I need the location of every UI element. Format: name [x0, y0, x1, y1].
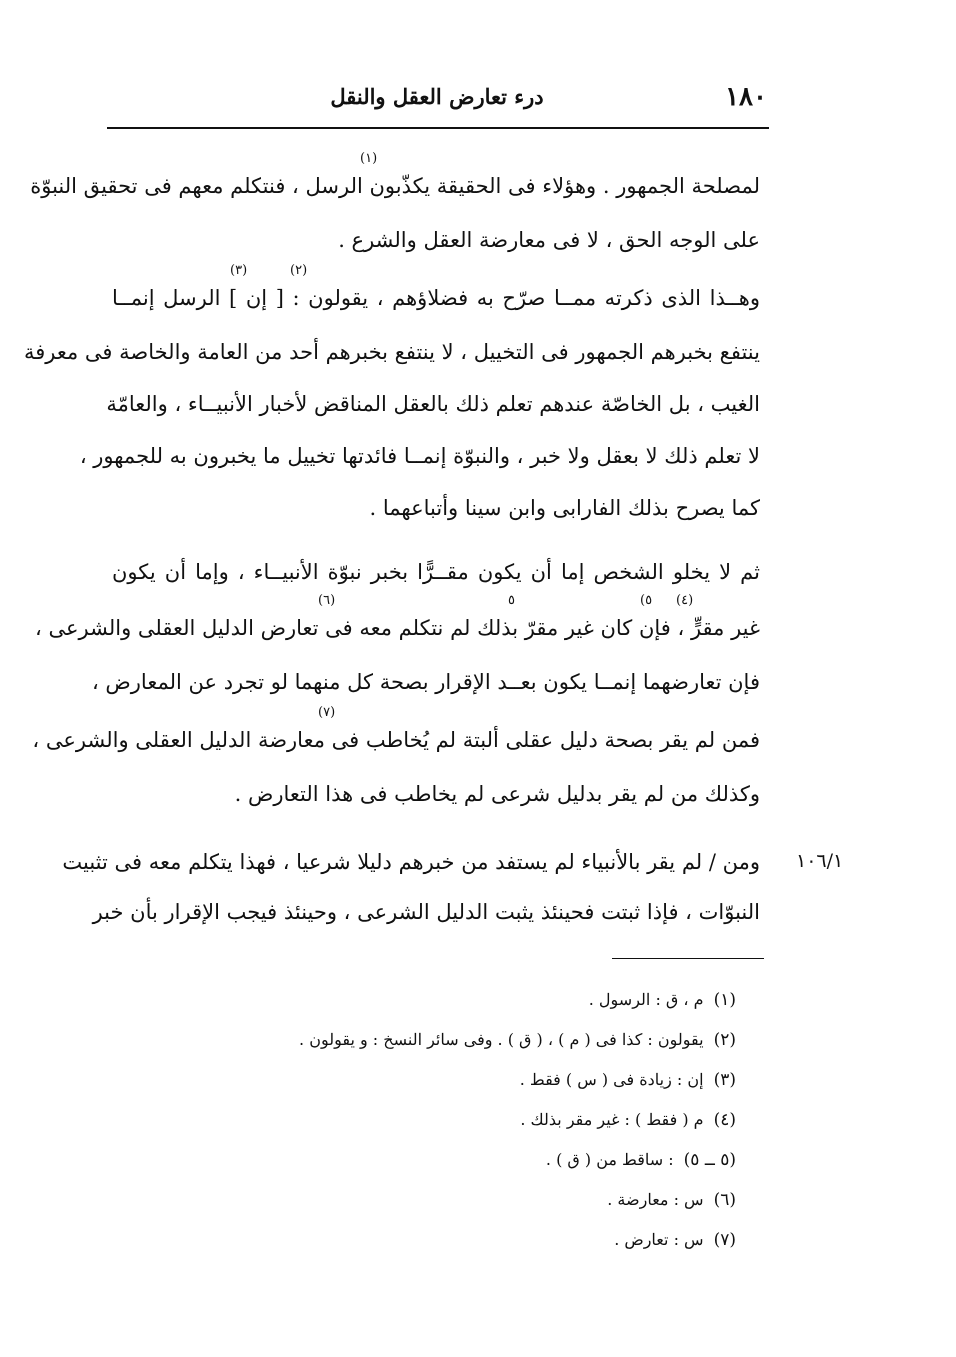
text-line: لمصلحة الجمهور . وهؤلاء فى الحقيقة يكذّبون الرسل ، فنتكلم معهم فى تحقيق النبوّة	[30, 174, 760, 198]
footnote-rule	[612, 958, 764, 959]
footnote-text: س : معارضة .	[607, 1190, 704, 1209]
text-line: غير مقرٍّ ، فإن كان غير مقرّ بذلك لم نتكلم معه فى تعارض الدليل العقلى والشرعى ،	[35, 616, 760, 640]
text-line: ومن / لم يقر بالأنبياء لم يستفد من خبرهم دليلا شرعيا ، فهذا يتكلم معه فى تثبيت	[62, 850, 760, 874]
footnote-text: : ساقط من ( ق ) .	[545, 1150, 674, 1169]
text-line: النبوّات ، فإذا ثبتت فحينئذ يثبت الدليل الشرعى ، وحينئذ فيجب الإقرار بأن خبر	[92, 900, 760, 924]
footnote	[200, 1220, 736, 1260]
footnote	[200, 1060, 736, 1100]
note-mark: (٥	[640, 593, 653, 608]
footnote-text: يقولون : كذا فى ( م ) ، ( ق ) . وفى سائر النسخ : و يقولون .	[299, 1030, 704, 1049]
page-number: ١٨٠	[725, 82, 767, 112]
text-line: لا تعلم ذلك لا بعقل ولا خبر ، والنبوّة إنمــا فائدتها تخييل ما يخبرون به للجمهور ،	[79, 444, 760, 468]
footnote-number: (٥ ــ ٥)	[683, 1150, 736, 1170]
footnote-number: (٢)	[713, 1030, 736, 1050]
footnote-number: (٦)	[713, 1190, 736, 1210]
footnote	[200, 1140, 736, 1180]
footnote	[200, 1180, 736, 1220]
note-mark: (٦)	[318, 593, 336, 608]
footnote	[200, 1020, 736, 1060]
text-line: ثم لا يخلو الشخص إما أن يكون مقــرًّا بخبر نبوّة الأنبيــاء ، وإما أن يكون	[112, 560, 760, 584]
page-header	[107, 78, 767, 122]
note-mark: (٣)	[230, 263, 248, 278]
footnote-number: (٤)	[713, 1110, 736, 1130]
footnote-number: (١)	[713, 990, 736, 1010]
footnote	[200, 980, 736, 1020]
footnote-number: (٣)	[713, 1070, 736, 1090]
note-mark: (٢)	[290, 263, 308, 278]
text-line: ينتفع بخبرهم الجمهور فى التخييل ، لا ينتفع بخبرهم أحد من العامة والخاصة فى معرفة	[23, 340, 760, 364]
text-line: الغيب ، بل الخاصّة عندهم تعلم ذلك بالعقل المناقض لأخبار الأنبيــاء ، والعامّة	[106, 392, 760, 416]
text-line: على الوجه الحق ، لا فى معارضة العقل والشرع .	[338, 228, 760, 252]
note-mark: ٥	[508, 593, 515, 608]
footnote-text: إن : زيادة فى ( س ) فقط .	[519, 1070, 704, 1089]
text-line: فمن لم يقر بصحة دليل عقلى ألبتة لم يُخاطب فى معارضة الدليل العقلى والشرعى ،	[32, 728, 760, 752]
running-title: درء تعارض العقل والنقل	[330, 84, 544, 109]
note-mark: (٧)	[318, 705, 336, 720]
text-line: وهــذا الذى ذكرته ممــا صرّح به فضلاؤهم ، يقولون : [ إن ] الرسل إنمــا	[112, 286, 760, 310]
note-mark: (١)	[360, 151, 378, 166]
footnote-number: (٧)	[713, 1230, 736, 1250]
footnotes	[200, 980, 736, 1260]
header-rule	[107, 127, 769, 129]
text-line: وكذلك من لم يقر بدليل شرعى لم يخاطب فى هذا التعارض .	[234, 782, 760, 806]
margin-reference: ١٠٦/١	[796, 850, 844, 872]
footnote	[200, 1100, 736, 1140]
text-line: فإن تعارضهما إنمــا يكون بعــد الإقرار بصحة كل منهما لو تجرد عن المعارض ،	[91, 670, 760, 694]
text-line: كما يصرح بذلك الفارابى وابن سينا وأتباعهما .	[369, 496, 760, 520]
footnote-text: س : تعارض .	[614, 1230, 704, 1249]
footnote-text: م ( فقط ) : غير مقر بذلك .	[520, 1110, 704, 1129]
footnote-text: م ، ق : الرسول .	[588, 990, 704, 1009]
note-mark: (٤)	[676, 593, 694, 608]
